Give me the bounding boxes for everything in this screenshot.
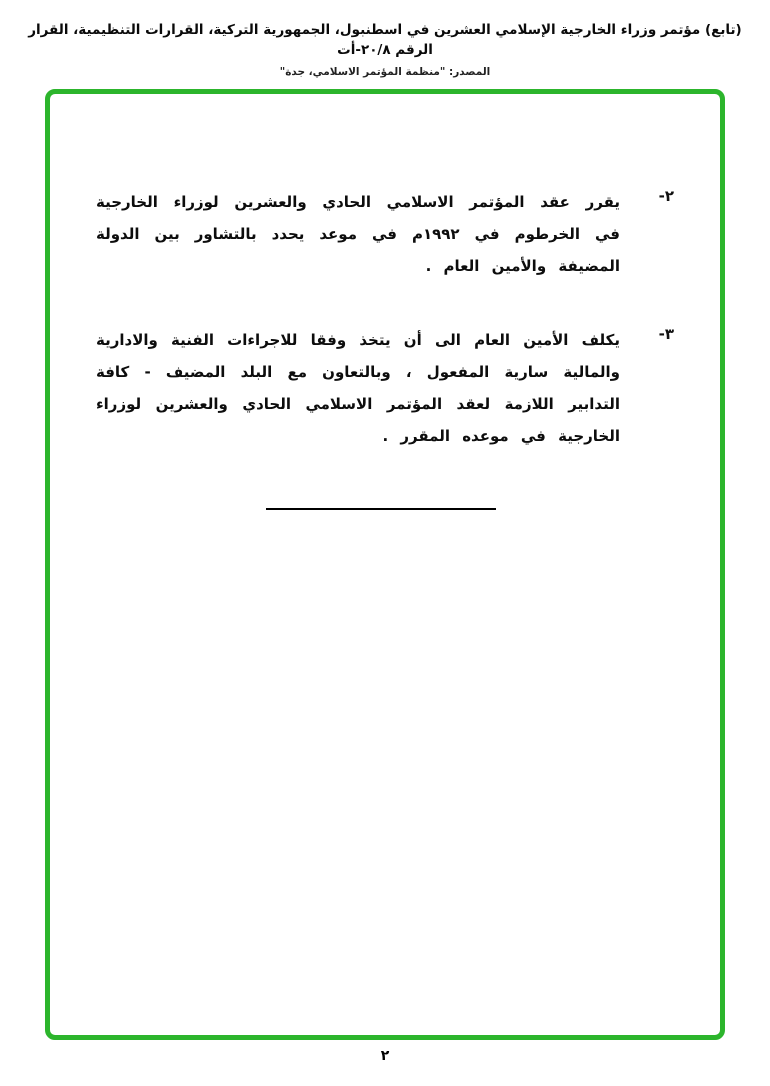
paragraph-item: [96, 186, 674, 282]
page-header-title: (تابع) مؤتمر وزراء الخارجية الإسلامي العشرين في اسطنبول، الجمهورية التركية، القرارات التنظيمية، القرار الرقم ٢٠/٨-أت: [28, 22, 742, 58]
paragraph-number: ٣-: [658, 325, 674, 343]
section-divider: [266, 508, 496, 510]
paragraph-number: ٢-: [658, 187, 674, 205]
document-scan-frame: [45, 89, 725, 1040]
page-header-source: المصدر: "منظمة المؤتمر الاسلامي، جدة": [279, 66, 491, 78]
paragraph-text: يكلف الأمين العام الى أن يتخذ وفقا للاجراءات الفنية والادارية والمالية سارية المفعول ، وبالتعاون مع البلد المضيف - كافة التدابير اللازمة لعقد المؤتمر الاسلامي الحادي والعشرين لوزراء الخارجية في موعده المقرر .: [96, 331, 620, 445]
page-header: [10, 20, 760, 78]
page-number: ٢: [380, 1048, 390, 1064]
document-body: [96, 186, 674, 494]
paragraph-text: يقرر عقد المؤتمر الاسلامي الحادي والعشرين لوزراء الخارجية في الخرطوم في ١٩٩٢م في موعد يحدد بالتشاور بين الدولة المضيفة والأمين العام .: [96, 193, 620, 275]
paragraph-item: [96, 324, 674, 452]
